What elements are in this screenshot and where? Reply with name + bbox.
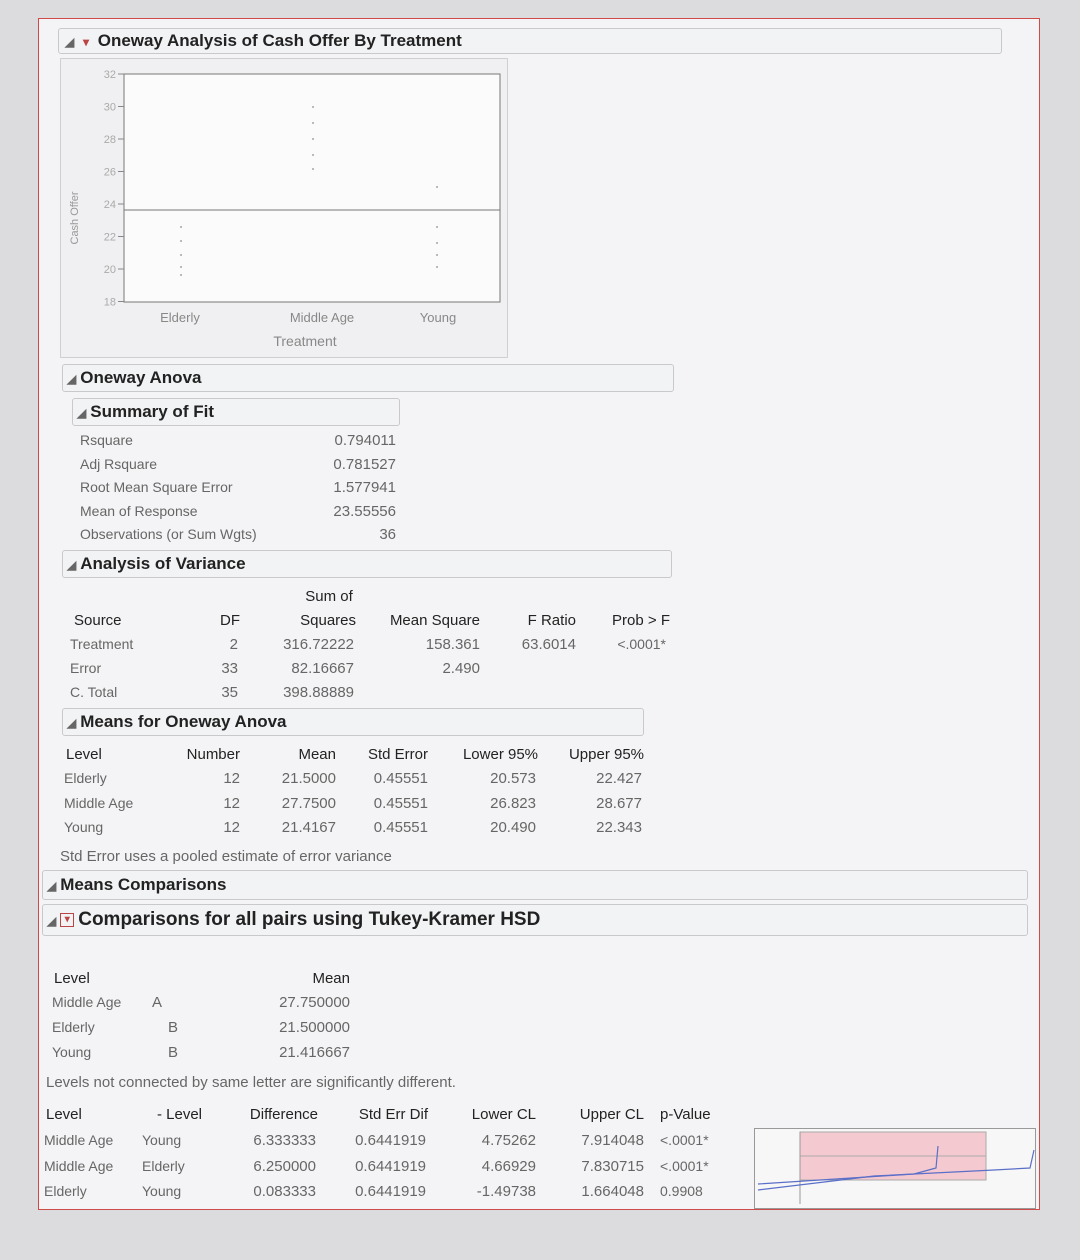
diff-col-hi: Upper CL: [579, 1106, 644, 1123]
means-hi: 22.343: [596, 819, 642, 836]
summary-of-fit-header[interactable]: [72, 398, 400, 426]
aov-ms: 158.361: [425, 636, 480, 653]
aov-df: 2: [229, 636, 238, 653]
letters-mean: 21.500000: [279, 1019, 350, 1036]
diff-hi: 1.664048: [581, 1183, 644, 1200]
means-col-hi: Upper 95%: [568, 746, 644, 763]
diff-diff: 6.250000: [253, 1157, 316, 1175]
diff-col-lo: Lower CL: [471, 1106, 536, 1123]
means-lo: 20.490: [490, 819, 536, 836]
diff-se: 0.6441919: [355, 1132, 426, 1149]
y-tick-label: 20: [103, 264, 116, 276]
diff-diff: 6.333333: [253, 1132, 316, 1149]
diff-p: <.0001*: [660, 1157, 709, 1174]
means-number: 12: [223, 794, 240, 812]
diff-se: 0.6441919: [355, 1183, 426, 1200]
means-col-number: Number: [186, 746, 240, 763]
aov-source: Error: [70, 660, 102, 676]
summary-label: Mean of Response: [80, 502, 198, 519]
means-level: Middle Age: [64, 794, 134, 811]
y-tick-label: 32: [103, 69, 116, 81]
means-title: Means for Oneway Anova: [80, 712, 287, 731]
means-level: Elderly: [64, 770, 107, 786]
aov-col-source: Source: [74, 612, 122, 629]
aov-col-df: DF: [220, 612, 240, 629]
diff-level: Elderly: [44, 1183, 87, 1199]
means-comparisons-header[interactable]: [42, 870, 1028, 900]
diff-lo: -1.49738: [476, 1183, 536, 1200]
diff-bar-1: [800, 1132, 986, 1156]
aov-df: 33: [221, 660, 238, 677]
y-tick-label: 26: [103, 166, 116, 179]
aov-col-ms: Mean Square: [389, 612, 480, 629]
data-point: [180, 274, 182, 276]
summary-of-fit-title: Summary of Fit: [90, 402, 214, 421]
diff-hi: 7.914048: [581, 1132, 644, 1149]
aov-ss: 398.88889: [283, 684, 354, 701]
letters-level: Elderly: [52, 1019, 95, 1035]
aov-source: C. Total: [70, 684, 118, 700]
summary-value: 23.55556: [333, 502, 396, 520]
diff-minus: Young: [142, 1183, 182, 1199]
oneway-title: Oneway Analysis of Cash Offer By Treatment: [97, 31, 462, 50]
diff-col-se: Std Err Dif: [358, 1106, 428, 1123]
oneway-anova-header[interactable]: [62, 364, 674, 392]
difference-bar-graph: [754, 1128, 1038, 1210]
aov-ms: 2.490: [442, 660, 480, 677]
letters-mean: 21.416667: [279, 1044, 350, 1061]
diff-col-level: Level: [46, 1106, 82, 1123]
letters-mean: 27.750000: [279, 994, 350, 1011]
data-point: [180, 266, 182, 268]
means-col-mean: Mean: [298, 746, 336, 763]
collapse-triangle-icon[interactable]: ◢: [65, 35, 75, 49]
means-col-lo: Lower 95%: [462, 746, 538, 763]
tukey-title: Comparisons for all pairs using Tukey-Kramer HSD: [78, 909, 541, 930]
y-tick-label: 28: [103, 134, 116, 146]
aov-ss: 316.72222: [283, 636, 354, 653]
diff-col-diff: Difference: [249, 1106, 318, 1123]
diff-p: <.0001*: [660, 1132, 709, 1148]
red-triangle-menu-icon[interactable]: ▾: [60, 913, 74, 927]
means-lo: 26.823: [490, 794, 536, 812]
collapse-triangle-icon[interactable]: ◢: [67, 558, 77, 572]
diff-level: Middle Age: [44, 1157, 114, 1174]
x-category-label: Elderly: [160, 310, 200, 325]
diff-diff: 0.083333: [253, 1183, 316, 1200]
diff-col-minus: - Level: [156, 1106, 202, 1123]
means-mean: 21.4167: [281, 819, 336, 836]
means-note: Std Error uses a pooled estimate of error variance: [60, 848, 392, 865]
letters-col-mean: Mean: [312, 970, 350, 987]
letters-a: A: [152, 994, 163, 1011]
data-point: [436, 226, 438, 228]
summary-value: 1.577941: [333, 479, 396, 496]
data-point: [180, 240, 182, 242]
letters-b: B: [168, 1019, 179, 1036]
y-axis-label: Cash Offer: [69, 191, 81, 245]
aov-ss: 82.16667: [291, 660, 354, 677]
letters-level: Young: [52, 1044, 92, 1060]
summary-value: 0.794011: [334, 432, 396, 449]
summary-label: Observations (or Sum Wgts): [80, 526, 257, 542]
data-point: [436, 242, 438, 244]
data-point: [312, 106, 314, 108]
diff-level: Middle Age: [44, 1132, 114, 1148]
summary-value: 0.781527: [333, 455, 396, 473]
means-col-level: Level: [66, 746, 102, 763]
summary-label: Rsquare: [80, 432, 133, 448]
means-se: 0.45551: [373, 794, 428, 812]
summary-label: Adj Rsquare: [80, 455, 158, 472]
diff-minus: Young: [142, 1132, 182, 1148]
letters-col-level: Level: [54, 970, 90, 987]
data-point: [312, 138, 314, 140]
letters-note: Levels not connected by same letter are significantly different.: [46, 1074, 456, 1091]
means-comparisons-title: Means Comparisons: [60, 875, 227, 894]
diff-col-p: p-Value: [660, 1106, 711, 1123]
aov-source: Treatment: [70, 636, 134, 652]
oneway-plot: [60, 58, 506, 356]
x-category-label: Middle Age: [289, 310, 355, 325]
oneway-header[interactable]: [58, 28, 1002, 54]
means-hi: 22.427: [596, 770, 642, 787]
aov-df: 35: [221, 684, 238, 701]
data-point: [180, 226, 182, 228]
collapse-triangle-icon[interactable]: ◢: [47, 914, 57, 928]
y-tick-label: 24: [103, 199, 116, 211]
data-point: [312, 168, 314, 170]
x-category-label: Young: [419, 310, 457, 325]
collapse-triangle-icon[interactable]: ◢: [67, 372, 77, 386]
aov-col-p: Prob > F: [612, 612, 670, 629]
means-mean: 21.5000: [281, 770, 336, 787]
data-point: [312, 122, 314, 124]
means-number: 12: [223, 819, 240, 836]
letters-b: B: [168, 1044, 179, 1061]
x-axis-label: Treatment: [273, 333, 337, 349]
summary-label: Root Mean Square Error: [80, 479, 233, 495]
data-point: [312, 154, 314, 156]
aov-f: 63.6014: [521, 636, 576, 653]
letters-level: Middle Age: [52, 994, 122, 1010]
means-lo: 20.573: [490, 770, 536, 787]
y-tick-label: 18: [103, 296, 116, 309]
means-col-se: Std Error: [367, 746, 428, 763]
diff-lo: 4.75262: [481, 1132, 536, 1149]
means-level: Young: [64, 819, 104, 835]
y-tick-label: 22: [103, 231, 116, 244]
collapse-triangle-icon[interactable]: ◢: [47, 879, 57, 893]
diff-hi: 7.830715: [581, 1157, 644, 1175]
diff-p: 0.9908: [660, 1183, 703, 1199]
means-number: 12: [223, 770, 240, 787]
diff-minus: Elderly: [142, 1157, 185, 1174]
red-triangle-menu-icon[interactable]: ▾: [82, 35, 89, 49]
analysis-of-variance-title: Analysis of Variance: [80, 554, 246, 573]
aov-p: <.0001*: [617, 636, 666, 652]
aov-col-sumof: Sum of: [305, 588, 353, 605]
diff-lo: 4.66929: [481, 1157, 536, 1175]
aov-col-f: F Ratio: [527, 612, 576, 629]
means-se: 0.45551: [373, 819, 428, 836]
diff-se: 0.6441919: [355, 1157, 426, 1175]
analysis-of-variance-header[interactable]: [62, 550, 672, 578]
collapse-triangle-icon[interactable]: ◢: [67, 716, 77, 730]
tukey-header[interactable]: [42, 904, 1028, 936]
data-point: [436, 254, 438, 256]
aov-col-ss: Squares: [300, 612, 356, 629]
means-header[interactable]: [62, 708, 644, 736]
y-tick-label: 30: [103, 101, 116, 114]
diff-bar-2: [800, 1156, 986, 1180]
data-point: [436, 186, 438, 188]
collapse-triangle-icon[interactable]: ◢: [77, 406, 87, 420]
means-mean: 27.7500: [281, 794, 336, 812]
summary-value: 36: [379, 526, 396, 543]
means-se: 0.45551: [373, 770, 428, 787]
data-point: [180, 254, 182, 256]
data-point: [436, 266, 438, 268]
means-hi: 28.677: [596, 794, 642, 812]
oneway-anova-title: Oneway Anova: [80, 368, 202, 387]
